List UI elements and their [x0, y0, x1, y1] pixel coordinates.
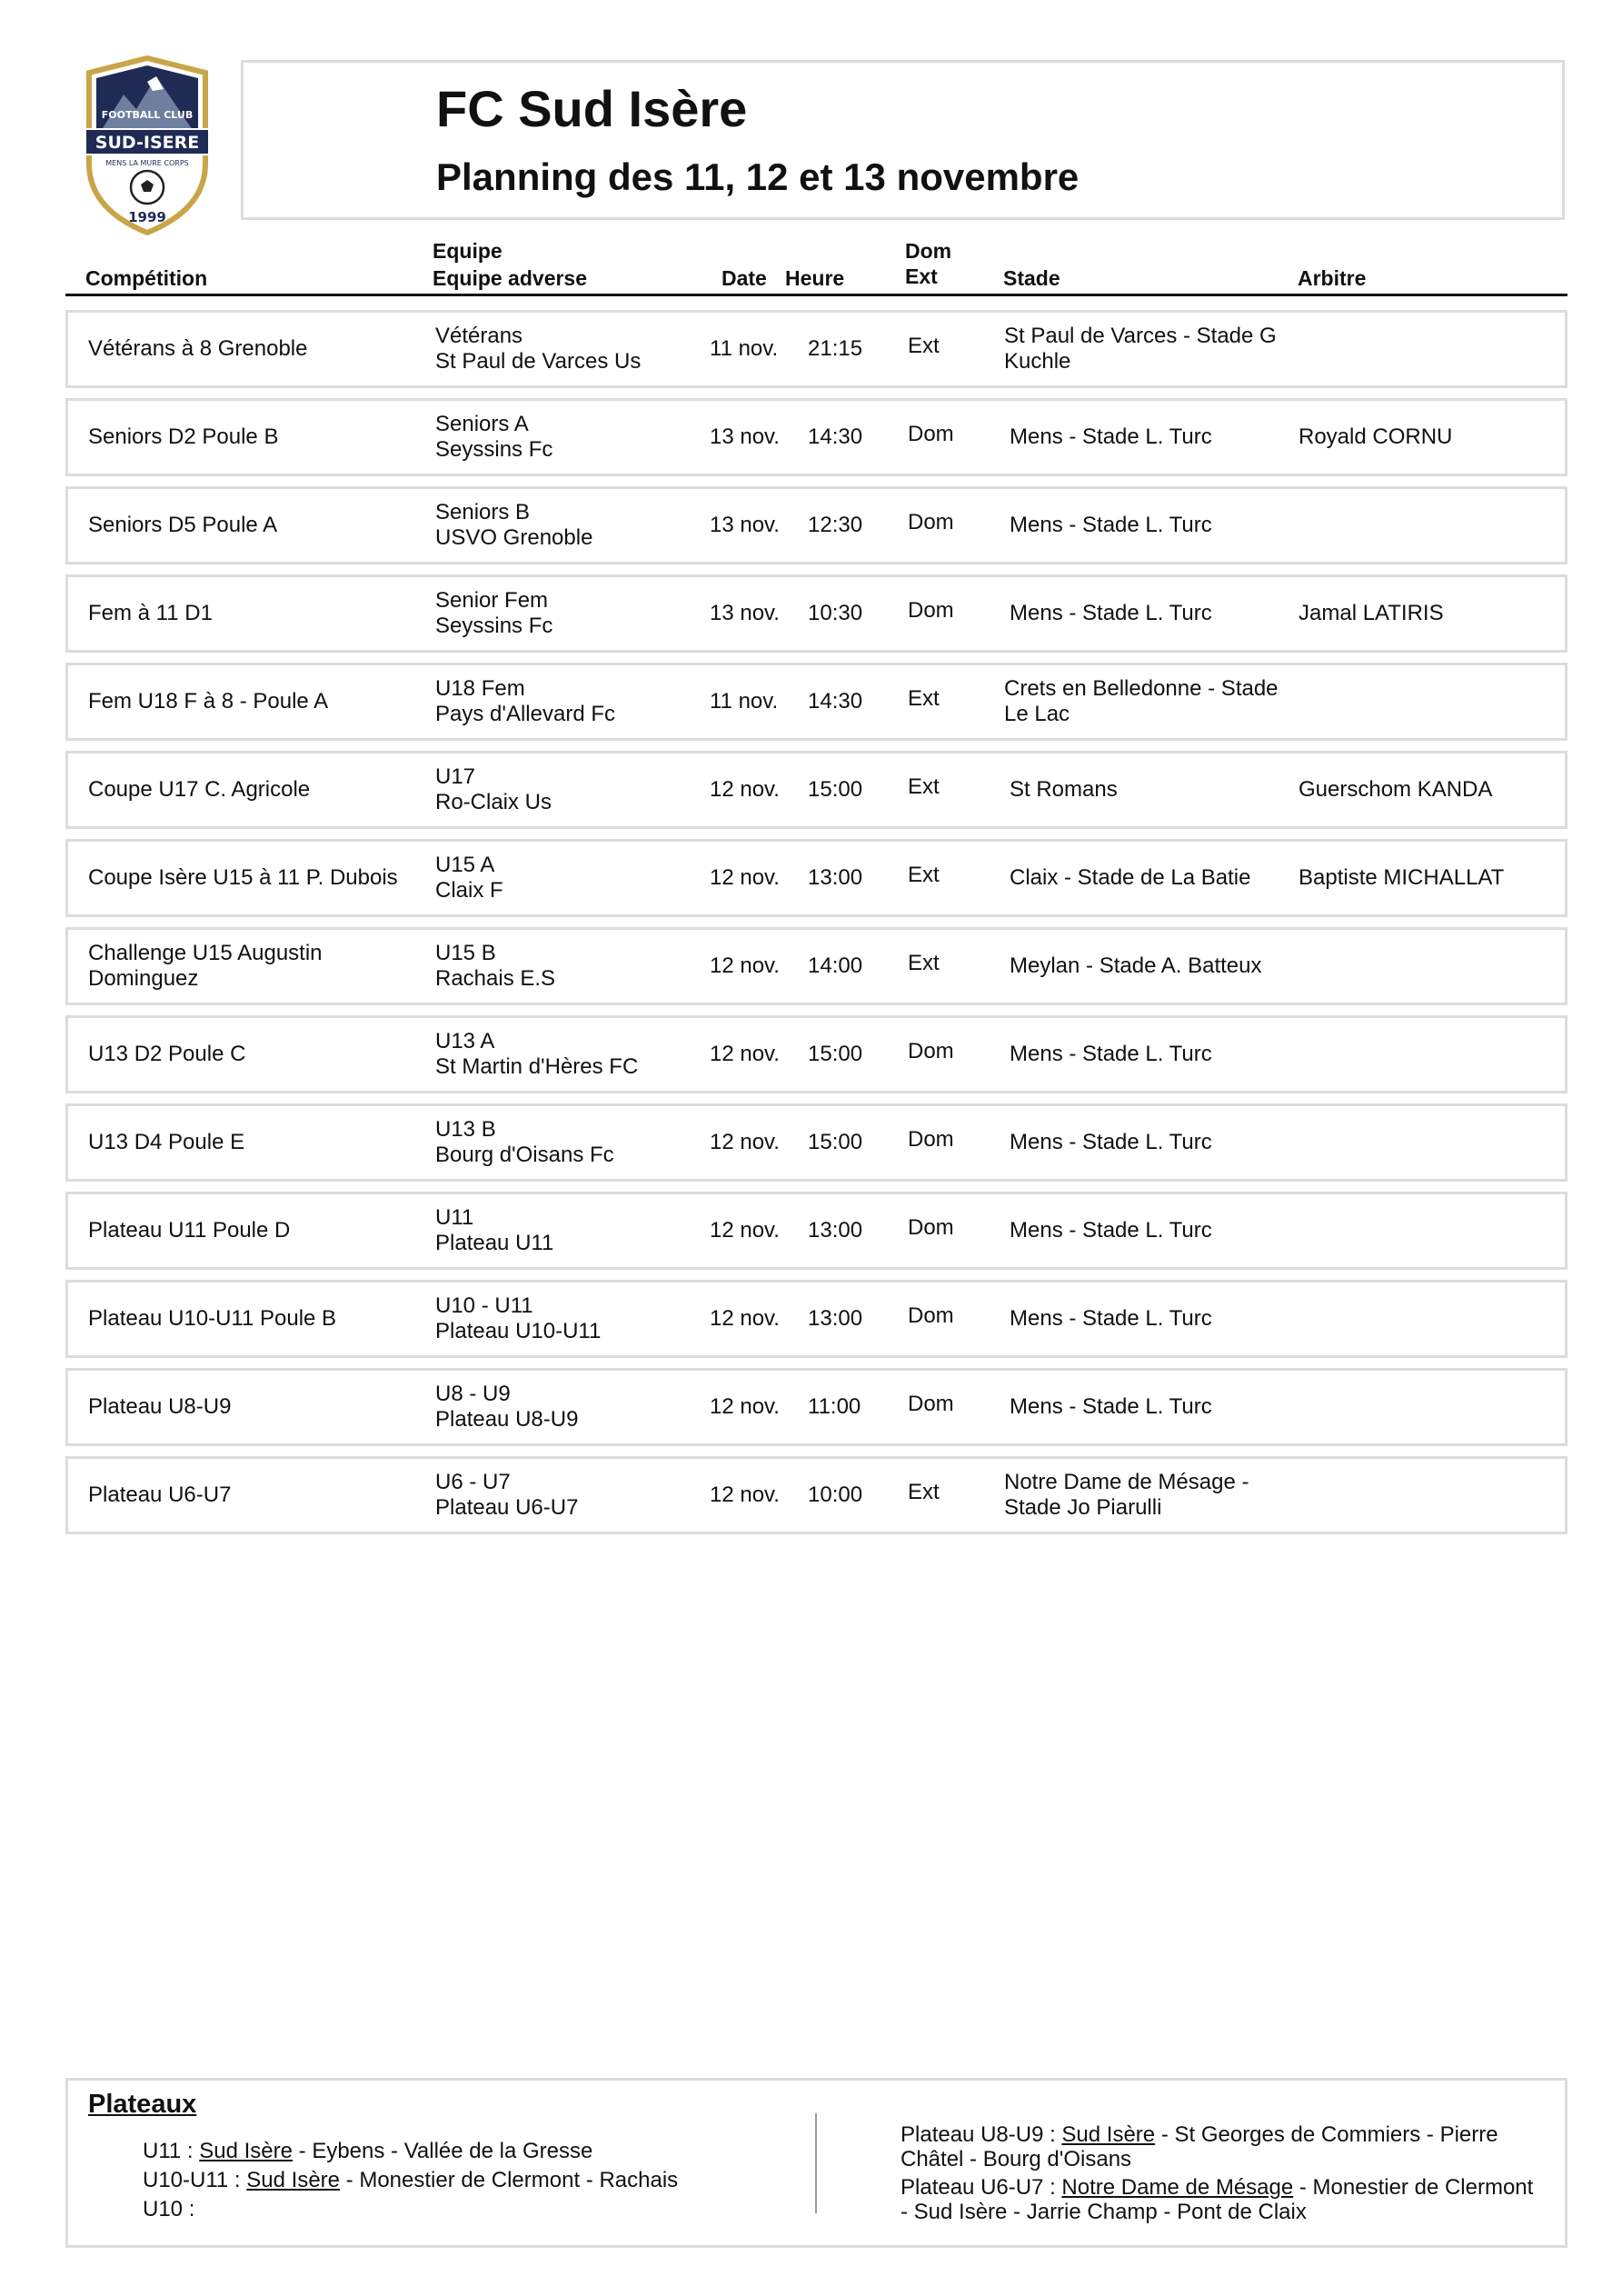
- date-cell: 12 nov.: [710, 1218, 780, 1243]
- header-divider: [65, 294, 1567, 296]
- page-title: FC Sud Isère: [436, 80, 748, 137]
- opponent-name: St Paul de Varces Us: [435, 349, 642, 374]
- stade-cell: Claix - Stade de La Batie: [1010, 865, 1251, 890]
- team-cell: [435, 676, 708, 727]
- team-cell: [435, 500, 708, 551]
- col-time: Heure: [785, 266, 845, 290]
- dom-ext-cell: Ext: [908, 686, 940, 712]
- plateau-item: Plateau U6-U7 : Notre Dame de Mésage - Monestier de Clermont - Sud Isère - Jarrie Champ - Pont de Claix: [901, 2175, 1534, 2224]
- stade-cell: Meylan - Stade A. Batteux: [1010, 953, 1262, 978]
- team-name: U8 - U9: [435, 1382, 511, 1406]
- arbitre-cell: Jamal LATIRIS: [1299, 601, 1444, 625]
- team-name: U11: [435, 1205, 474, 1230]
- time-cell: 12:30: [808, 513, 863, 537]
- competition-cell: Fem U18 F à 8 - Poule A: [88, 689, 329, 714]
- table-row: [65, 1456, 1567, 1534]
- competition-cell: Plateau U10-U11 Poule B: [88, 1306, 337, 1331]
- stade-cell: Mens - Stade L. Turc: [1010, 1218, 1212, 1243]
- table-row: [65, 310, 1567, 388]
- time-cell: 11:00: [808, 1394, 861, 1419]
- plateau-item: U11 : Sud Isère - Eybens - Vallée de la Gresse: [143, 2139, 593, 2163]
- competition-cell: Fem à 11 D1: [88, 601, 213, 625]
- opponent-name: Ro-Claix Us: [435, 790, 552, 814]
- svg-text:MENS LA MURE CORPS: MENS LA MURE CORPS: [105, 159, 189, 167]
- opponent-name: Plateau U8-U9: [435, 1407, 579, 1432]
- opponent-name: Pays d'Allevard Fc: [435, 702, 615, 726]
- time-cell: 13:00: [808, 865, 863, 890]
- dom-ext-cell: Ext: [908, 1480, 940, 1505]
- team-name: U13 B: [435, 1117, 496, 1142]
- date-cell: 12 nov.: [710, 1042, 780, 1066]
- dom-ext-cell: Ext: [908, 774, 940, 800]
- date-cell: 12 nov.: [710, 777, 780, 802]
- competition-cell: Challenge U15 Augustin Dominguez: [88, 941, 323, 991]
- team-cell: [435, 764, 708, 815]
- team-name: U18 Fem: [435, 676, 525, 701]
- table-row: [65, 1280, 1567, 1358]
- date-cell: 11 nov.: [710, 689, 779, 714]
- competition-cell: Vétérans à 8 Grenoble: [88, 336, 308, 361]
- team-name: Vétérans: [435, 324, 523, 348]
- time-cell: 13:00: [808, 1218, 863, 1243]
- time-cell: 14:00: [808, 953, 863, 978]
- team-cell: [435, 1205, 708, 1256]
- arbitre-cell: Royald CORNU: [1299, 424, 1453, 449]
- stade-cell: St Romans: [1010, 777, 1118, 802]
- time-cell: 21:15: [808, 336, 863, 361]
- team-name: U13 A: [435, 1029, 495, 1053]
- team-name: U17: [435, 764, 476, 789]
- table-row: [65, 1103, 1567, 1182]
- title-box: [241, 60, 1565, 220]
- stade-cell: Mens - Stade L. Turc: [1010, 1130, 1212, 1154]
- plateaux-divider: [815, 2113, 817, 2213]
- competition-cell: Coupe U17 C. Agricole: [88, 777, 311, 802]
- competition-cell: Plateau U11 Poule D: [88, 1218, 291, 1243]
- table-row: [65, 398, 1567, 476]
- team-cell: [435, 1470, 708, 1521]
- table-row: [65, 839, 1567, 917]
- team-name: U6 - U7: [435, 1470, 511, 1494]
- opponent-name: Plateau U11: [435, 1231, 554, 1255]
- date-cell: 11 nov.: [710, 336, 779, 361]
- time-cell: 13:00: [808, 1306, 863, 1331]
- plateaux-title: Plateaux: [88, 2090, 197, 2119]
- table-row: [65, 1015, 1567, 1093]
- col-opponent: Equipe adverse: [433, 266, 588, 290]
- stade-cell: Crets en Belledonne - Stade Le Lac: [1004, 676, 1279, 726]
- col-dom: Dom: [905, 239, 952, 263]
- time-cell: 14:30: [808, 424, 863, 449]
- host-club: Sud Isère: [246, 2168, 341, 2192]
- col-stade: Stade: [1003, 266, 1060, 290]
- plateau-item: U10 :: [143, 2197, 195, 2221]
- stade-cell: Mens - Stade L. Turc: [1010, 1394, 1212, 1419]
- table-row: [65, 486, 1567, 564]
- competition-cell: Seniors D5 Poule A: [88, 513, 278, 537]
- stade-cell: Mens - Stade L. Turc: [1010, 424, 1212, 449]
- table-row: [65, 663, 1567, 741]
- team-cell: [435, 412, 708, 463]
- date-cell: 12 nov.: [710, 953, 780, 978]
- team-cell: [435, 324, 708, 374]
- competition-cell: U13 D2 Poule C: [88, 1042, 246, 1066]
- table-row: [65, 751, 1567, 829]
- host-club: Notre Dame de Mésage: [1061, 2175, 1294, 2200]
- date-cell: 13 nov.: [710, 601, 780, 625]
- stade-cell: St Paul de Varces - Stade G Kuchle: [1004, 324, 1277, 374]
- col-date: Date: [721, 266, 767, 290]
- col-team: Equipe: [433, 239, 503, 263]
- team-name: Senior Fem: [435, 588, 549, 613]
- team-name: U15 A: [435, 853, 495, 877]
- opponent-name: USVO Grenoble: [435, 525, 593, 550]
- svg-text:1999: 1999: [128, 209, 166, 225]
- team-name: Seniors B: [435, 500, 531, 524]
- stade-cell: Notre Dame de Mésage - Stade Jo Piarulli: [1004, 1470, 1249, 1520]
- plateau-item: U10-U11 : Sud Isère - Monestier de Clermont - Rachais: [143, 2168, 679, 2192]
- dom-ext-cell: Dom: [908, 422, 954, 447]
- team-name: U15 B: [435, 941, 496, 965]
- svg-text:FOOTBALL CLUB: FOOTBALL CLUB: [101, 109, 194, 121]
- dom-ext-cell: Ext: [908, 334, 940, 359]
- table-row: [65, 1192, 1567, 1270]
- team-cell: [435, 853, 708, 903]
- plateaux-right-list: [901, 2122, 1537, 2228]
- time-cell: 10:00: [808, 1482, 863, 1507]
- team-cell: [435, 1382, 708, 1433]
- team-name: Seniors A: [435, 412, 529, 436]
- stade-cell: Mens - Stade L. Turc: [1010, 513, 1212, 537]
- opponent-name: Claix F: [435, 878, 503, 903]
- time-cell: 14:30: [808, 689, 863, 714]
- competition-cell: Plateau U6-U7: [88, 1482, 232, 1507]
- competition-cell: Coupe Isère U15 à 11 P. Dubois: [88, 865, 398, 890]
- opponent-name: Rachais E.S: [435, 966, 556, 991]
- opponent-name: Bourg d'Oisans Fc: [435, 1143, 614, 1167]
- plateaux-box: [65, 2078, 1567, 2248]
- date-cell: 12 nov.: [710, 1482, 780, 1507]
- page-subtitle: Planning des 11, 12 et 13 novembre: [436, 155, 1080, 198]
- dom-ext-cell: Dom: [908, 1303, 954, 1329]
- dom-ext-cell: Ext: [908, 951, 940, 976]
- date-cell: 12 nov.: [710, 865, 780, 890]
- opponent-name: Seyssins Fc: [435, 437, 553, 462]
- team-name: U10 - U11: [435, 1293, 533, 1318]
- table-row: [65, 574, 1567, 653]
- dom-ext-cell: Dom: [908, 510, 954, 535]
- host-club: Sud Isère: [199, 2139, 293, 2163]
- date-cell: 12 nov.: [710, 1306, 780, 1331]
- opponent-name: Plateau U10-U11: [435, 1319, 602, 1343]
- date-cell: 12 nov.: [710, 1394, 780, 1419]
- col-competition: Compétition: [85, 266, 208, 290]
- plateau-item: Plateau U8-U9 : Sud Isère - St Georges de Commiers - Pierre Châtel - Bourg d'Oisans: [901, 2122, 1498, 2171]
- dom-ext-cell: Dom: [908, 1392, 954, 1417]
- time-cell: 10:30: [808, 601, 863, 625]
- arbitre-cell: Baptiste MICHALLAT: [1299, 865, 1505, 890]
- time-cell: 15:00: [808, 1042, 863, 1066]
- stade-cell: Mens - Stade L. Turc: [1010, 1306, 1212, 1331]
- col-arbitre: Arbitre: [1298, 266, 1367, 290]
- stade-cell: Mens - Stade L. Turc: [1010, 601, 1212, 625]
- dom-ext-cell: Dom: [908, 1215, 954, 1241]
- time-cell: 15:00: [808, 1130, 863, 1154]
- dom-ext-cell: Dom: [908, 598, 954, 624]
- plateaux-left-list: [143, 2137, 678, 2224]
- team-cell: [435, 588, 708, 639]
- opponent-name: Plateau U6-U7: [435, 1495, 579, 1520]
- team-cell: [435, 941, 708, 992]
- dom-ext-cell: Ext: [908, 863, 940, 888]
- opponent-name: St Martin d'Hères FC: [435, 1054, 639, 1079]
- svg-text:SUD-ISERE: SUD-ISERE: [95, 133, 200, 153]
- team-cell: [435, 1029, 708, 1080]
- club-logo: [80, 55, 214, 236]
- dom-ext-cell: Dom: [908, 1127, 954, 1153]
- host-club: Sud Isère: [1061, 2122, 1156, 2147]
- competition-cell: Seniors D2 Poule B: [88, 424, 279, 449]
- date-cell: 12 nov.: [710, 1130, 780, 1154]
- competition-cell: U13 D4 Poule E: [88, 1130, 245, 1154]
- competition-cell: Plateau U8-U9: [88, 1394, 232, 1419]
- table-row: [65, 927, 1567, 1005]
- col-ext: Ext: [905, 265, 938, 288]
- team-cell: [435, 1117, 708, 1168]
- time-cell: 15:00: [808, 777, 863, 802]
- team-cell: [435, 1293, 708, 1344]
- date-cell: 13 nov.: [710, 513, 780, 537]
- stade-cell: Mens - Stade L. Turc: [1010, 1042, 1212, 1066]
- arbitre-cell: Guerschom KANDA: [1299, 777, 1493, 802]
- table-row: [65, 1368, 1567, 1446]
- opponent-name: Seyssins Fc: [435, 614, 553, 638]
- date-cell: 13 nov.: [710, 424, 780, 449]
- dom-ext-cell: Dom: [908, 1039, 954, 1064]
